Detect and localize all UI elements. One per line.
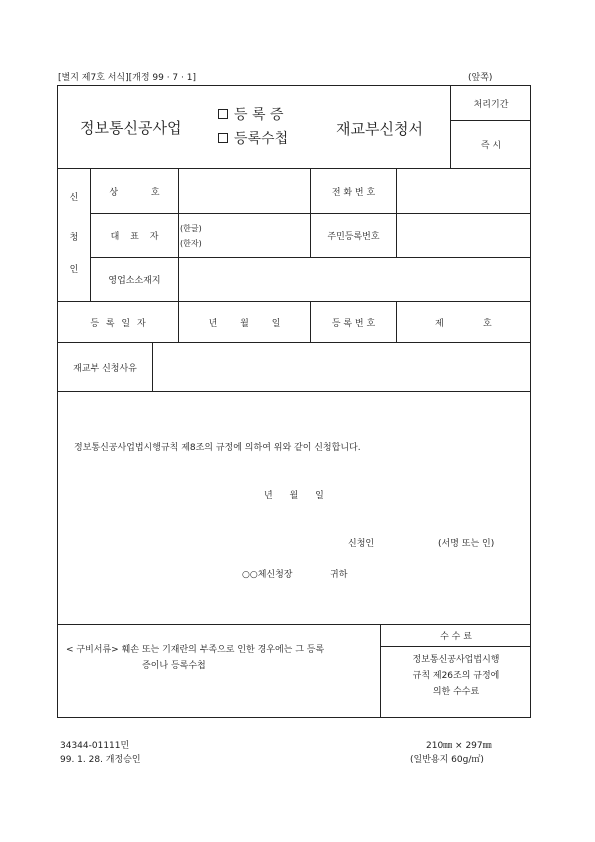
applicant-side-label: 신 청 인 bbox=[69, 193, 79, 275]
processing-period-label: 처리기간 bbox=[473, 99, 509, 110]
trade-name-field[interactable] bbox=[179, 169, 310, 213]
checkbox-icon bbox=[218, 133, 228, 143]
phone-field[interactable] bbox=[397, 169, 531, 213]
form-code: 34344-01111민 bbox=[60, 741, 130, 751]
registration-number-field[interactable] bbox=[397, 302, 531, 342]
declaration-text: 정보통신공사업법시행규칙 제8조의 규정에 의하여 위와 같이 신청합니다. bbox=[74, 443, 361, 453]
registration-date-label: 등 록 일 자 bbox=[90, 318, 146, 329]
signature-note: (서명 또는 인) bbox=[438, 539, 495, 549]
fee-description: 정보통신공사업법시행 규칙 제26조의 규정에 의한 수수료 bbox=[412, 655, 500, 697]
option-booklet-label: 등록수첩 bbox=[234, 131, 289, 147]
registration-number-prefix: 제 bbox=[435, 319, 444, 329]
registration-date-value[interactable]: 년 월 일 bbox=[208, 318, 281, 329]
hangul-note: (한글) bbox=[180, 224, 202, 233]
option-certificate-label: 등 록 증 bbox=[234, 107, 284, 123]
hanja-note: (한자) bbox=[180, 239, 202, 248]
title-main: 정보통신공사업 bbox=[80, 118, 182, 137]
title-suffix: 재교부신청서 bbox=[336, 119, 423, 138]
addressee: ○○체신청장 bbox=[242, 570, 293, 580]
office-address-field[interactable] bbox=[179, 258, 531, 301]
approval-date: 99. 1. 28. 개정승인 bbox=[60, 755, 141, 765]
applicant-signature-field[interactable] bbox=[384, 532, 434, 548]
paper-weight: (일반용지 60g/㎡) bbox=[410, 755, 484, 765]
resident-number-field[interactable] bbox=[397, 214, 531, 257]
declaration-date: 년 월 일 bbox=[264, 491, 324, 501]
resident-number-label: 주민등록번호 bbox=[327, 232, 380, 242]
paper-size: 210㎜ × 297㎜ bbox=[426, 741, 492, 751]
phone-label: 전 화 번 호 bbox=[331, 187, 376, 198]
representative-label: 대 표 자 bbox=[110, 232, 159, 242]
title-option-booklet[interactable] bbox=[218, 128, 288, 148]
representative-field[interactable] bbox=[179, 214, 310, 257]
reissue-reason-label: 재교부 신청사유 bbox=[73, 363, 137, 374]
applicant-signature-label: 신청인 bbox=[348, 539, 375, 549]
page-side-label: (앞쪽) bbox=[468, 73, 493, 83]
honorific: 귀하 bbox=[330, 570, 348, 580]
reissue-reason-field[interactable] bbox=[153, 343, 531, 391]
required-documents-line2: 증이나 등록수첩 bbox=[142, 661, 206, 671]
checkbox-icon bbox=[218, 109, 228, 119]
form-number: [별지 제7호 서식][개정 99 · 7 · 1] bbox=[58, 73, 196, 83]
registration-number-suffix: 호 bbox=[483, 319, 492, 329]
processing-period-value: 즉 시 bbox=[480, 140, 502, 151]
office-address-label: 영업소소재지 bbox=[108, 276, 161, 286]
registration-number-label: 등 록 번 호 bbox=[331, 318, 376, 329]
title-option-certificate[interactable] bbox=[218, 104, 283, 124]
trade-name-label: 상 호 bbox=[109, 187, 160, 198]
required-documents-line1: < 구비서류> 훼손 또는 기재란의 부족으로 인한 경우에는 그 등록 bbox=[66, 645, 325, 655]
fee-title: 수 수 료 bbox=[440, 632, 472, 642]
